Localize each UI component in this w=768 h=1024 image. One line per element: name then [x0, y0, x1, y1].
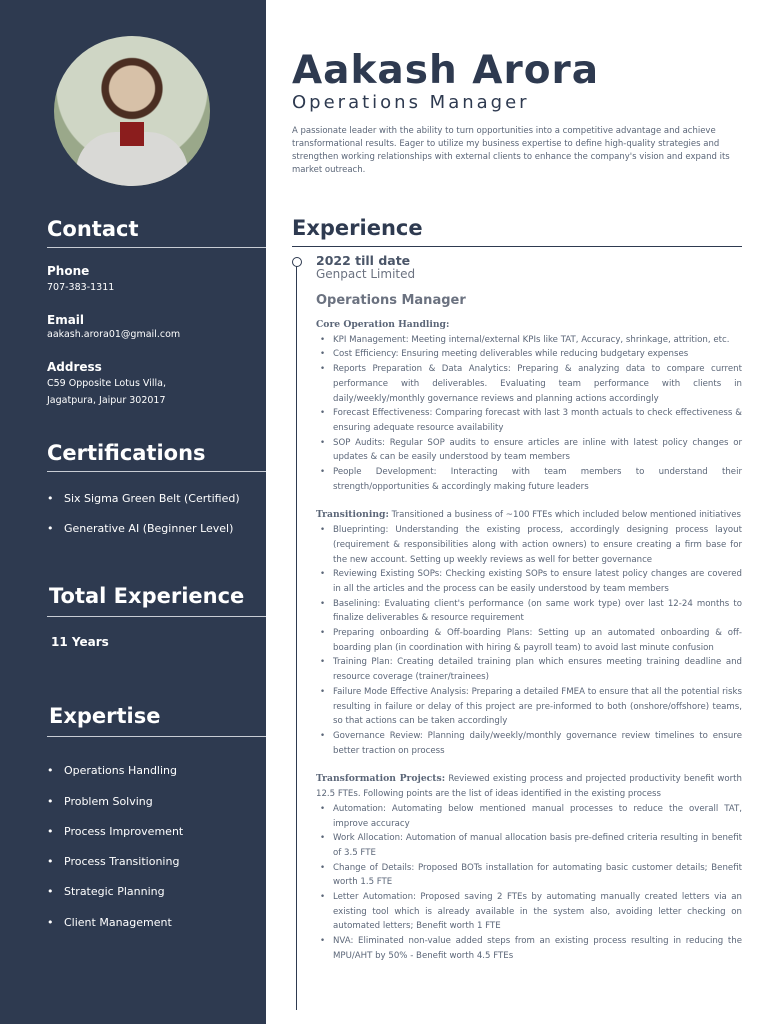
job-role: Operations Manager — [316, 293, 466, 308]
timeline-dot — [292, 257, 302, 267]
job-details — [316, 318, 742, 964]
address-line-2: Jagatpura, Jaipur 302017 — [47, 395, 166, 406]
list-item: • Forecast Effectiveness: Comparing forecast with last 3 month actuals to check effectiveness & ensuring adequate resource availability — [333, 406, 742, 435]
certification-item: • Six Sigma Green Belt (Certified) — [47, 492, 240, 522]
candidate-name: Aakash Arora — [292, 48, 600, 93]
timeline-line — [296, 266, 297, 1010]
certification-item: • Generative AI (Beginner Level) — [47, 522, 240, 552]
list-item: • Letter Automation: Proposed saving 2 FTEs by automating manually created letters via an existing tool which is already available in the system also, avoiding letter checking on automated letters; Benefit worth 1 FTE — [333, 890, 742, 934]
list-item: • Change of Details: Proposed BOTs installation for automating basic customer details; Benefit worth 1.5 FTE — [333, 861, 742, 890]
list-item: • Reviewing Existing SOPs: Checking existing SOPs to ensure latest policy changes are covered in all the articles and the process can be easily understood by team members — [333, 567, 742, 596]
address-line-1: C59 Opposite Lotus Villa, — [47, 378, 166, 389]
list-item: • Baselining: Evaluating client's performance (on same work type) over last 12-24 months to finalize deliverables & resource requirement — [333, 597, 742, 626]
email-value[interactable]: aakash.arora01@gmail.com — [47, 329, 181, 340]
list-item: • SOP Audits: Regular SOP audits to ensure articles are inline with latest policy changes or updates & can be easily understood by team members — [333, 436, 742, 465]
transitioning-list — [316, 523, 742, 758]
total-experience-value: 11 Years — [51, 635, 109, 649]
profile-summary: A passionate leader with the ability to turn opportunities into a competitive advantage and achieve transformational results. Eager to utilize my business expertise to define high-quality strategies and strengthen working relationships with external clients to enhance the company's vision and expand its market outreach. — [292, 126, 730, 175]
candidate-title: Operations Manager — [292, 92, 530, 113]
list-item: • Training Plan: Creating detailed training plan which ensures meeting training deadline and resource coverage (trainer/trainees) — [333, 655, 742, 684]
expertise-item: • Strategic Planning — [47, 885, 183, 916]
profile-photo — [54, 36, 210, 186]
list-item: • Preparing onboarding & Off-boarding Plans: Setting up an automated onboarding & off-boarding plan (in coordination with hiring & payroll team) to avoid last minute confusion — [333, 626, 742, 655]
total-experience-divider — [47, 616, 266, 617]
expertise-item: • Operations Handling — [47, 764, 183, 795]
contact-heading: Contact — [47, 217, 139, 241]
expertise-item: • Problem Solving — [47, 795, 183, 825]
total-experience-heading: Total Experience — [49, 584, 245, 608]
transitioning-intro-text: Transitioned a business of ~100 FTEs which included below mentioned initiatives — [391, 510, 741, 521]
experience-heading: Experience — [292, 216, 423, 240]
list-item: • People Development: Interacting with team members to understand their strength/opportunities & accordingly making future leaders — [333, 465, 742, 494]
job-date: 2022 till date — [316, 253, 411, 268]
job-company: Genpact Limited — [316, 267, 416, 281]
certifications-heading: Certifications — [47, 441, 206, 465]
certifications-list — [47, 492, 240, 552]
phone-value[interactable]: 707-383-1311 — [47, 282, 115, 293]
list-item: • Automation: Automating below mentioned manual processes to reduce the overall TAT, improve accuracy — [333, 802, 742, 831]
transformation-list — [316, 802, 742, 964]
list-item: • Failure Mode Effective Analysis: Preparing a detailed FMEA to ensure that all the potential risks resulting in failure or delay of this project are pre-informed to both (onshore/offshore) teams, so that actions can be taken accordingly — [333, 685, 742, 729]
expertise-item: • Process Improvement — [47, 825, 183, 855]
phone-label: Phone — [47, 264, 90, 278]
list-item: • Work Allocation: Automation of manual allocation basis pre-defined criteria resulting in benefit of 3.5 FTE — [333, 831, 742, 860]
contact-divider — [47, 247, 266, 248]
transformation-intro — [316, 772, 742, 801]
transitioning-intro — [316, 508, 742, 523]
expertise-item: • Client Management — [47, 916, 183, 946]
transformation-section-label: Transformation Projects: — [316, 773, 446, 785]
expertise-item: • Process Transitioning — [47, 855, 183, 885]
core-section-label: Core Operation Handling: — [316, 319, 450, 330]
photo-collar — [120, 122, 144, 146]
list-item: • Blueprinting: Understanding the existing process, accordingly designing process layout (requirement & responsibilities along with action owners) to ensure creating a firm base for the new account. Setting up weekly reviews as well for better governance — [333, 523, 742, 567]
transitioning-section-label: Transitioning: — [316, 509, 389, 521]
core-list — [316, 333, 742, 495]
email-label: Email — [47, 313, 85, 327]
address-label: Address — [47, 360, 102, 374]
list-item: • Cost Efficiency: Ensuring meeting deliverables while reducing budgetary expenses — [333, 347, 742, 362]
expertise-heading: Expertise — [49, 704, 161, 728]
sidebar — [0, 0, 266, 1024]
list-item: • Governance Review: Planning daily/weekly/monthly governance review timelines to ensure better traction on process — [333, 729, 742, 758]
list-item: • NVA: Eliminated non-value added steps from an existing process resulting in reducing the MPU/AHT by 50% - Benefit worth 4.5 FTEs — [333, 934, 742, 963]
list-item: • KPI Management: Meeting internal/external KPIs like TAT, Accuracy, shrinkage, attrition, etc. — [333, 333, 742, 348]
experience-divider — [292, 246, 742, 247]
certifications-divider — [47, 471, 266, 472]
transformation-intro-text: Reviewed existing process and projected productivity benefit worth 12.5 FTEs. Following points are the list of ideas identified in the existing process — [316, 774, 742, 800]
expertise-list — [47, 764, 183, 946]
list-item: • Reports Preparation & Data Analytics: Preparing & analyzing data to compare current performance with deliverables. Evaluating team performance with clients in daily/weekly/monthly governance reviews and planning actions accordingly — [333, 362, 742, 406]
expertise-divider — [47, 736, 266, 737]
